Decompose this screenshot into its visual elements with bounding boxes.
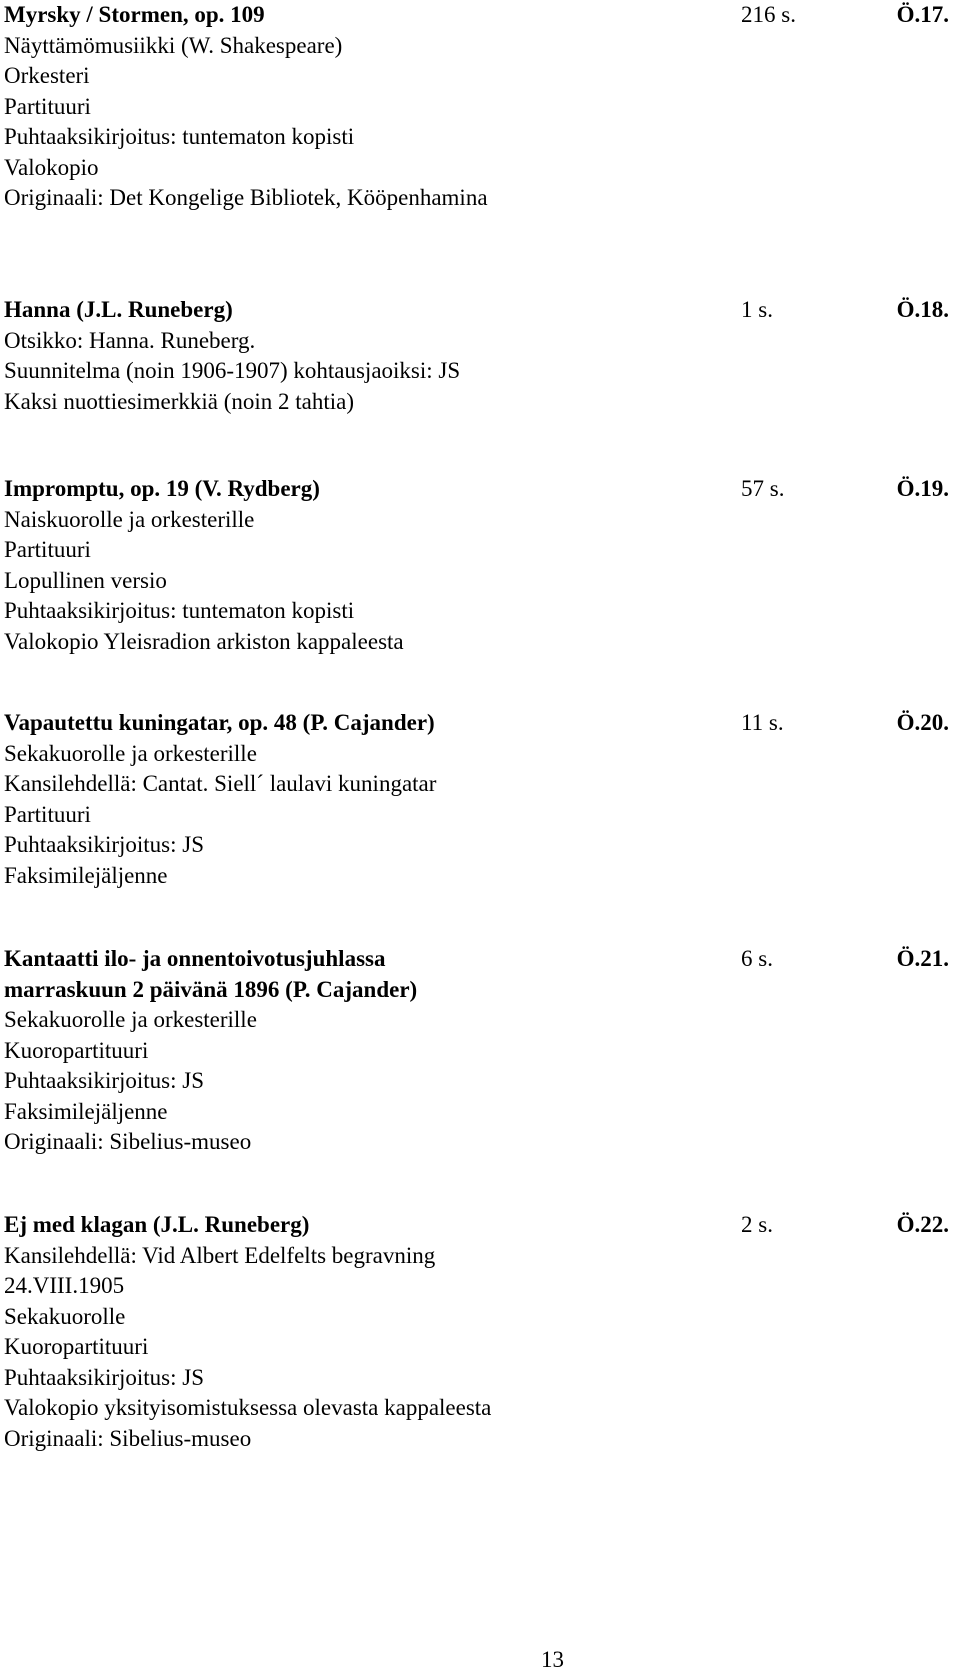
- page-count: 2 s.: [741, 1212, 773, 1237]
- entry-detail-line: Suunnitelma (noin 1906-1907) kohtausjaoiksi: JS: [4, 358, 461, 383]
- catalog-entry-o21: [4, 944, 949, 1158]
- entry-detail-line: Kansilehdellä: Vid Albert Edelfelts begravning: [4, 1242, 436, 1268]
- entry-detail-line: Originaali: Sibelius-museo: [4, 1425, 252, 1451]
- page-count: 6 s.: [741, 946, 773, 971]
- catalog-code: Ö.22.: [896, 1212, 949, 1237]
- catalog-entry-o20: [4, 708, 949, 891]
- entry-detail-line: Orkesteri: [4, 63, 90, 88]
- entry-header: [4, 944, 949, 975]
- entry-detail-line: Kuoropartituuri: [4, 1334, 149, 1359]
- entry-title: Myrsky / Stormen, op. 109: [4, 2, 265, 27]
- entry-title-continued: marraskuun 2 päivänä 1896 (P. Cajander): [4, 976, 418, 1002]
- entry-detail-line: Sekakuorolle ja orkesterille: [4, 1007, 257, 1032]
- entry-detail-line: Kaksi nuottiesimerkkiä (noin 2 tahtia): [4, 388, 355, 414]
- entry-detail-line: Näyttämömusiikki (W. Shakespeare): [4, 32, 343, 58]
- catalog-entry-o18: [4, 295, 949, 417]
- page-count: 57 s.: [741, 476, 785, 501]
- entry-title: Hanna (J.L. Runeberg): [4, 297, 233, 322]
- entry-detail-line: Faksimilejäljenne: [4, 862, 168, 888]
- page-number: 13: [541, 1647, 564, 1672]
- entry-header: [4, 1210, 949, 1241]
- entry-header: [4, 0, 949, 31]
- page-count: 1 s.: [741, 297, 773, 322]
- entry-detail-line: Originaali: Det Kongelige Bibliotek, Kööpenhamina: [4, 185, 488, 210]
- entry-detail-line: Otsikko: Hanna. Runeberg.: [4, 327, 256, 353]
- entry-detail-line: Lopullinen versio: [4, 567, 167, 593]
- entry-detail-line: Naiskuorolle ja orkesterille: [4, 506, 255, 532]
- entry-detail-line: Valokopio: [4, 154, 99, 180]
- entry-detail-line: Sekakuorolle ja orkesterille: [4, 740, 257, 766]
- entry-detail-line: Valokopio Yleisradion arkiston kappaleesta: [4, 628, 404, 654]
- entry-detail-line: Kansilehdellä: Cantat. Siell´ laulavi kuningatar: [4, 771, 437, 796]
- entry-detail-line: Puhtaaksikirjoitus: JS: [4, 832, 204, 857]
- entry-detail-line: Originaali: Sibelius-museo: [4, 1129, 252, 1154]
- page-count: 11 s.: [741, 710, 784, 735]
- entry-detail-line: Puhtaaksikirjoitus: tuntematon kopisti: [4, 598, 355, 623]
- entry-detail-line: Partituuri: [4, 537, 91, 562]
- page-count: 216 s.: [741, 2, 796, 27]
- entry-title: Kantaatti ilo- ja onnentoivotusjuhlassa: [4, 946, 386, 971]
- entry-detail-line: Partituuri: [4, 801, 91, 827]
- entry-detail-line: Valokopio yksityisomistuksessa olevasta kappaleesta: [4, 1395, 492, 1420]
- entry-detail-line: Partituuri: [4, 93, 91, 119]
- entry-detail-line: Sekakuorolle: [4, 1303, 126, 1329]
- entry-detail-line: 24.VIII.1905: [4, 1273, 125, 1298]
- catalog-code: Ö.17.: [896, 2, 949, 27]
- catalog-entry-o17: [4, 0, 949, 214]
- catalog-code: Ö.18.: [896, 297, 949, 322]
- catalog-entry-o22: [4, 1210, 949, 1454]
- entry-title: Vapautettu kuningatar, op. 48 (P. Cajander): [4, 710, 435, 735]
- catalog-entry-o19: [4, 474, 949, 657]
- entry-detail-line: Faksimilejäljenne: [4, 1098, 168, 1124]
- entry-title: Ej med klagan (J.L. Runeberg): [4, 1212, 310, 1237]
- entry-header: [4, 708, 949, 739]
- entry-header: [4, 474, 949, 505]
- catalog-code: Ö.21.: [896, 946, 949, 971]
- entry-detail-line: Puhtaaksikirjoitus: JS: [4, 1364, 204, 1390]
- catalog-code: Ö.20.: [896, 710, 949, 735]
- entry-title: Impromptu, op. 19 (V. Rydberg): [4, 476, 320, 501]
- catalog-code: Ö.19.: [896, 476, 949, 501]
- entry-header: [4, 295, 949, 326]
- entry-detail-line: Puhtaaksikirjoitus: JS: [4, 1068, 204, 1093]
- entry-detail-line: Puhtaaksikirjoitus: tuntematon kopisti: [4, 124, 355, 149]
- entry-detail-line: Kuoropartituuri: [4, 1037, 149, 1063]
